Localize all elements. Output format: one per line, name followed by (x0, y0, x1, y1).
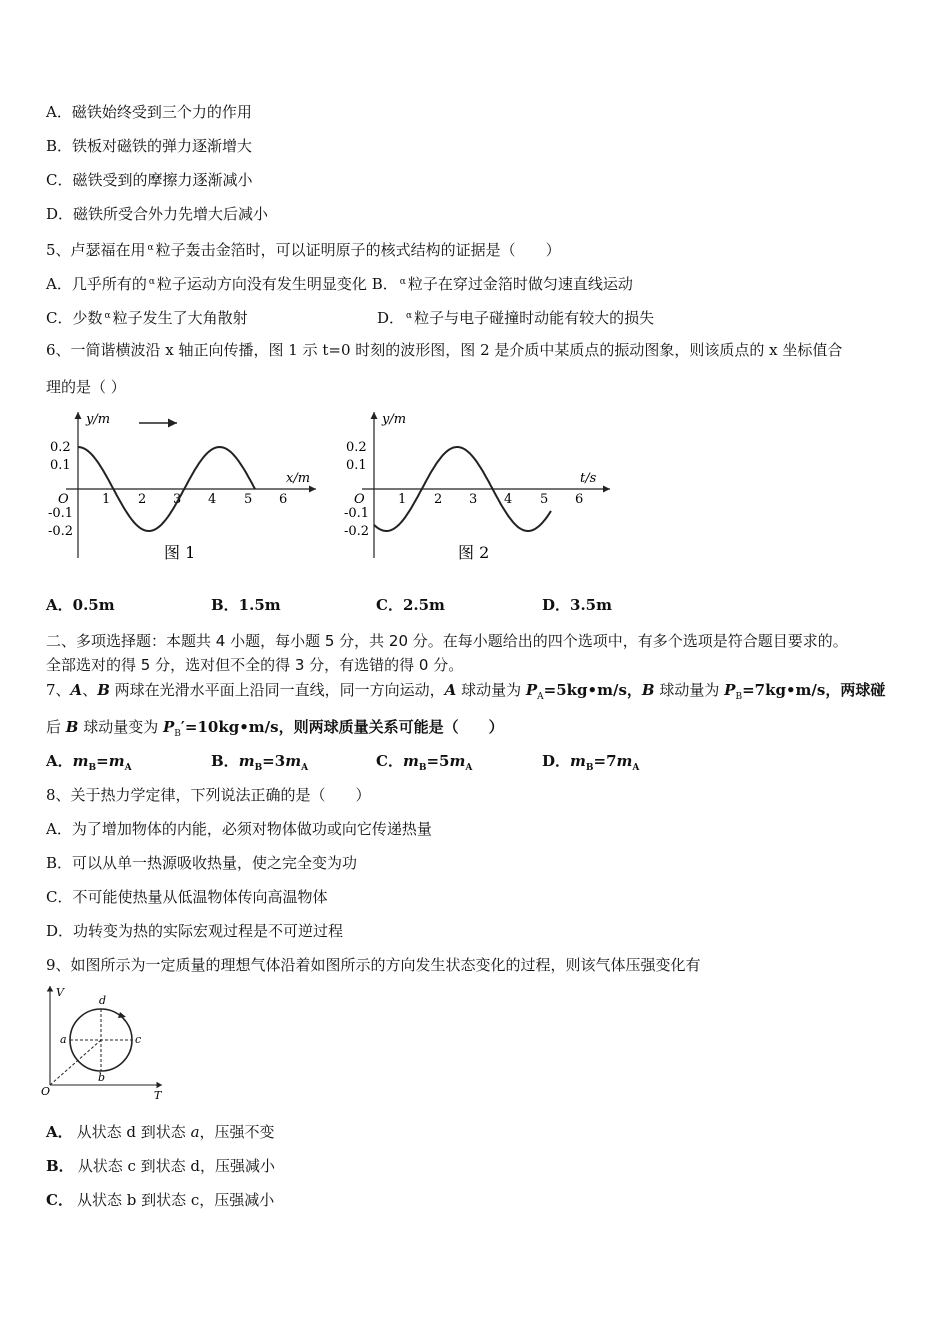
q6-option-a: A．0.5m (46, 596, 115, 614)
q6-options (0, 595, 950, 615)
fig2-xtick-2: 3 (469, 492, 478, 507)
q4-option-b: B．铁板对磁铁的弹力逐渐增大 (46, 137, 253, 155)
fig1-ytick-3: -0.2 (48, 524, 74, 539)
q7-option-c: C．$m_B=5m_A$ (376, 752, 473, 773)
fig2-xtick-5: 6 (575, 492, 584, 507)
fig1-ytick-2: -0.1 (48, 506, 74, 521)
fig1-ytick-0: 0.2 (50, 440, 71, 455)
q8-option-c: C．不可能使热量从低温物体传向高温物体 (46, 888, 328, 906)
fig2-ytick-2: -0.1 (344, 506, 370, 521)
q7-option-b: B．$m_B=3m_A$ (211, 752, 309, 773)
fig1-ytick-1: 0.1 (50, 458, 71, 473)
q9-v-label: V (56, 986, 64, 999)
q7-options (0, 751, 950, 771)
q8-option-d: D．功转变为热的实际宏观过程是不可逆过程 (46, 922, 344, 940)
q4-option-c: C．磁铁受到的摩擦力逐渐减小 (46, 171, 253, 189)
q9-label-c: c (135, 1033, 142, 1046)
q7-option-d: D．$m_B=7m_A$ (542, 752, 640, 773)
fig2-xtick-4: 5 (540, 492, 549, 507)
q9-label-b: b (98, 1071, 106, 1084)
q6-figure-1 (44, 408, 324, 568)
q7-stem-line1: 7、A、B 两球在光滑水平面上沿同一直线，同一方向运动，A 球动量为 $P_A=5kg•m/s$，B 球动量为 $P_B=7kg•m/s$，两球碰 (46, 681, 886, 702)
fig2-ylabel: y/m (382, 412, 407, 427)
q8-option-a: A．为了增加物体的内能，必须对物体做功或向它传递热量 (46, 820, 432, 838)
q6-figure-2 (340, 408, 620, 568)
q9-stem: 9、如图所示为一定质量的理想气体沿着如图所示的方向发生状态变化的过程，则该气体压强变化有 (46, 956, 701, 974)
q8-stem: 8、关于热力学定律，下列说法正确的是（ ） (46, 786, 371, 804)
fig1-xtick-0: 1 (102, 492, 111, 507)
q9-label-a: a (60, 1033, 67, 1046)
fig2-ytick-0: 0.2 (346, 440, 367, 455)
fig2-xtick-0: 1 (398, 492, 407, 507)
q4-option-a: A．磁铁始终受到三个力的作用 (46, 103, 252, 121)
q8-option-b: B．可以从单一热源吸收热量，使之完全变为功 (46, 854, 358, 872)
q9-vt-diagram (40, 982, 170, 1100)
q7-stem-line2: 后 B 球动量变为 $P_B'=10kg•m/s$，则两球质量关系可能是（ ） (46, 718, 504, 739)
fig1-xtick-5: 6 (279, 492, 288, 507)
fig1-xtick-4: 5 (244, 492, 253, 507)
q9-label-d: d (99, 994, 107, 1007)
fig1-caption: 图 1 (164, 543, 196, 562)
fig2-xtick-1: 2 (434, 492, 443, 507)
q9-t-label: T (154, 1089, 162, 1102)
q9-option-c: C． 从状态 b 到状态 c，压强减小 (46, 1191, 275, 1209)
q5-stem: 5、卢瑟福在用 $^\alpha$ 粒子轰击金箔时，可以证明原子的核式结构的证据是（ ） (46, 241, 561, 259)
fig2-caption: 图 2 (458, 543, 490, 562)
fig1-xlabel: x/m (286, 471, 311, 486)
q7-option-a: A．$m_B=m_A$ (46, 752, 132, 773)
fig1-ylabel: y/m (86, 412, 111, 427)
fig2-xlabel: t/s (580, 471, 597, 486)
q6-option-b: B．1.5m (211, 596, 281, 614)
section2-line1: 二、多项选择题：本题共 4 小题，每小题 5 分，共 20 分。在每小题给出的四个选项中，有多个选项是符合题目要求的。 (46, 632, 848, 650)
fig2-origin: O (354, 492, 365, 507)
fig1-origin: O (58, 492, 69, 507)
q5-options-ab: A．几乎所有的 $^\alpha$ 粒子运动方向没有发生明显变化 B． $^\alpha$ 粒子在穿过金箔时做匀速直线运动 (46, 275, 633, 293)
q9-option-a: A． 从状态 d 到状态 a，压强不变 (46, 1123, 275, 1141)
q6-stem-line1: 6、一简谐横波沿 x 轴正向传播，图 1 示 t=0 时刻的波形图，图 2 是介质中某质点的振动图象，则该质点的 x 坐标值合 (46, 341, 843, 359)
q9-direction-arrow (118, 1012, 126, 1018)
section2-line2: 全部选对的得 5 分，选对但不全的得 3 分，有选错的得 0 分。 (46, 656, 464, 674)
fig1-xtick-3: 4 (208, 492, 217, 507)
q6-option-c: C．2.5m (376, 596, 445, 614)
q4-option-d: D．磁铁所受合外力先增大后减小 (46, 205, 269, 223)
fig1-xtick-2: 3 (173, 492, 182, 507)
q9-option-b: B． 从状态 c 到状态 d，压强减小 (46, 1157, 275, 1175)
fig1-xtick-1: 2 (138, 492, 147, 507)
fig2-ytick-3: -0.2 (344, 524, 370, 539)
q9-origin: O (41, 1085, 51, 1098)
q5-option-c: C．少数 $^\alpha$ 粒子发生了大角散射 (46, 309, 248, 327)
q5-option-d: D． $^\alpha$ 粒子与电子碰撞时动能有较大的损失 (377, 309, 655, 327)
q6-option-d: D．3.5m (542, 596, 612, 614)
fig2-ytick-1: 0.1 (346, 458, 367, 473)
fig2-xtick-3: 4 (504, 492, 513, 507)
q6-stem-line2: 理的是（ ） (46, 378, 126, 396)
